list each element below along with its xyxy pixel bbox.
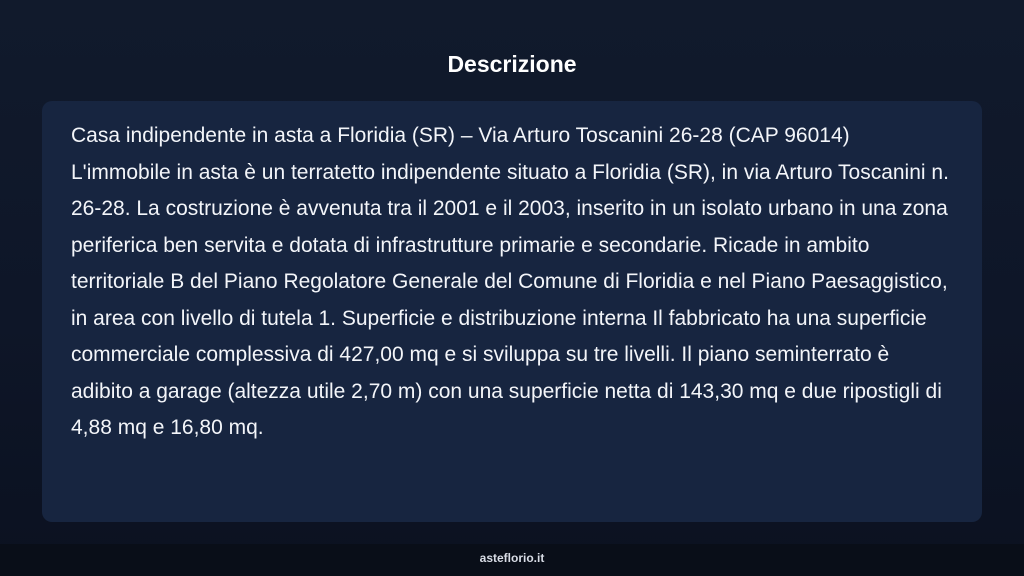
page-title: Descrizione — [447, 51, 577, 77]
footer-brand: asteflorio.it — [479, 551, 545, 565]
description-text: Casa indipendente in asta a Floridia (SR) – Via Arturo Toscanini 26-28 (CAP 96014) L'immobile in asta è un terratetto indipendente situato a Floridia (SR), in via Arturo Toscanini n. 26-28. La costruzione è avvenuta tra il 2001 e il 2003, inserito in un isolato urbano in una zona periferica ben servita e dotata di infrastrutture primarie e secondarie. Ricade in ambito territoriale B del Piano Regolatore Generale del Comune di Floridia e nel Piano Paesaggistico, in area con livello di tutela 1. Superficie e distribuzione interna Il fabbricato ha una superficie commerciale complessiva di 427,00 mq e si sviluppa su tre livelli. Il piano seminterrato è adibito a garage (altezza utile 2,70 m) con una superficie netta di 143,30 mq e due ripostigli di 4,88 mq e 16,80 mq. — [71, 124, 949, 439]
description-card — [42, 101, 982, 522]
